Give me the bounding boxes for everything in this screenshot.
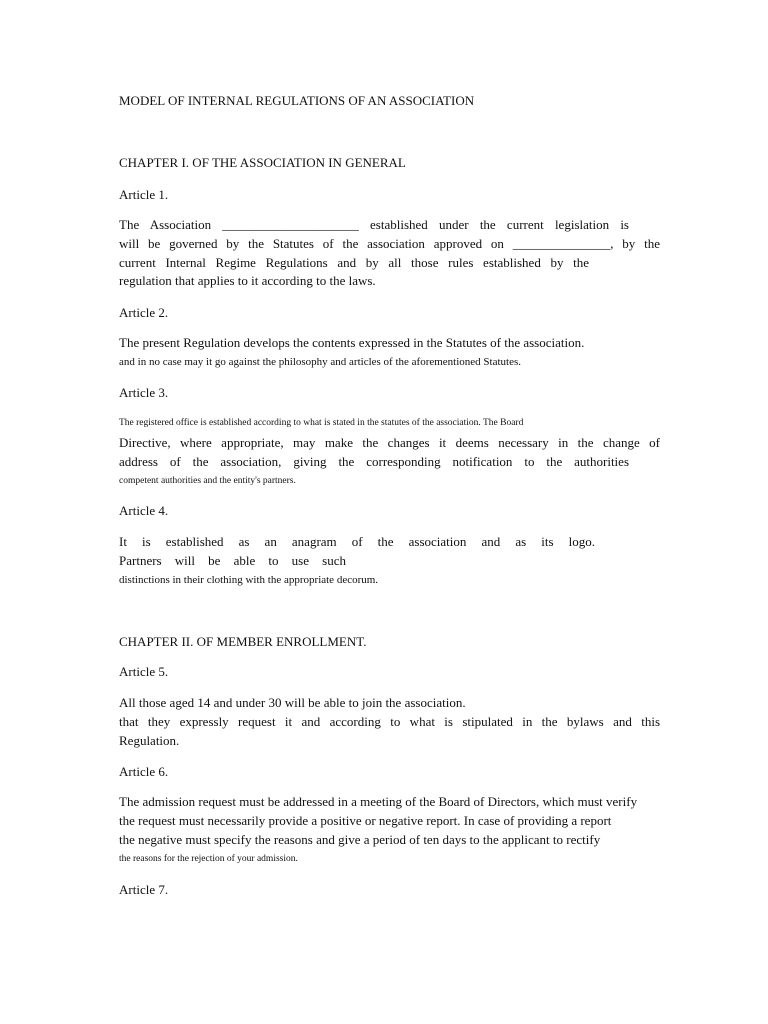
article-5-heading: Article 5. bbox=[119, 664, 169, 679]
article-1-line-4: regulation that applies to it according to the laws. bbox=[119, 273, 376, 288]
article-3-line-1: The registered office is established according to what is stated in the statutes of the association. The Board bbox=[119, 418, 524, 428]
article-3-line-2: Directive, where appropriate, may make the changes it deems necessary in the change of bbox=[119, 435, 660, 450]
article-2-heading: Article 2. bbox=[119, 305, 169, 320]
article-5-line-3: Regulation. bbox=[119, 733, 180, 748]
article-1-heading: Article 1. bbox=[119, 187, 169, 202]
article-2-line-2: and in no case may it go against the philosophy and articles of the aforementioned Statutes. bbox=[119, 356, 522, 368]
article-4-heading: Article 4. bbox=[119, 503, 169, 518]
article-4-line-1: It is established as an anagram of the association and as its logo. bbox=[119, 534, 595, 549]
article-1-line-1: The Association _____________________ established under the current legislation is bbox=[119, 217, 629, 232]
article-3-line-4: competent authorities and the entity's partners. bbox=[119, 476, 296, 486]
article-6-line-2: the request must necessarily provide a positive or negative report. In case of providing a report bbox=[119, 813, 612, 828]
article-5-line-2: that they expressly request it and according to what is stipulated in the bylaws and this bbox=[119, 714, 660, 729]
article-6-line-4: the reasons for the rejection of your admission. bbox=[119, 854, 298, 864]
article-6-line-1: The admission request must be addressed in a meeting of the Board of Directors, which must verify bbox=[119, 794, 638, 809]
chapter-heading-2: CHAPTER II. OF MEMBER ENROLLMENT. bbox=[119, 634, 367, 649]
article-5-line-1: All those aged 14 and under 30 will be able to join the association. bbox=[119, 695, 466, 710]
article-1-line-3: current Internal Regime Regulations and by all those rules established by the bbox=[119, 255, 589, 270]
article-1-line-2: will be governed by the Statutes of the association approved on _______________, by the bbox=[119, 236, 660, 251]
article-3-heading: Article 3. bbox=[119, 385, 169, 400]
article-7-heading: Article 7. bbox=[119, 882, 169, 897]
article-4-line-3: distinctions in their clothing with the appropriate decorum. bbox=[119, 574, 379, 586]
document-title: MODEL OF INTERNAL REGULATIONS OF AN ASSOCIATION bbox=[119, 93, 475, 108]
article-4-line-2: Partners will be able to use such bbox=[119, 553, 346, 568]
chapter-heading-1: CHAPTER I. OF THE ASSOCIATION IN GENERAL bbox=[119, 155, 406, 170]
article-6-heading: Article 6. bbox=[119, 764, 169, 779]
article-2-line-1: The present Regulation develops the contents expressed in the Statutes of the association. bbox=[119, 335, 585, 350]
article-6-line-3: the negative must specify the reasons and give a period of ten days to the applicant to rectify bbox=[119, 832, 601, 847]
article-3-line-3: address of the association, giving the corresponding notification to the authorities bbox=[119, 454, 629, 469]
